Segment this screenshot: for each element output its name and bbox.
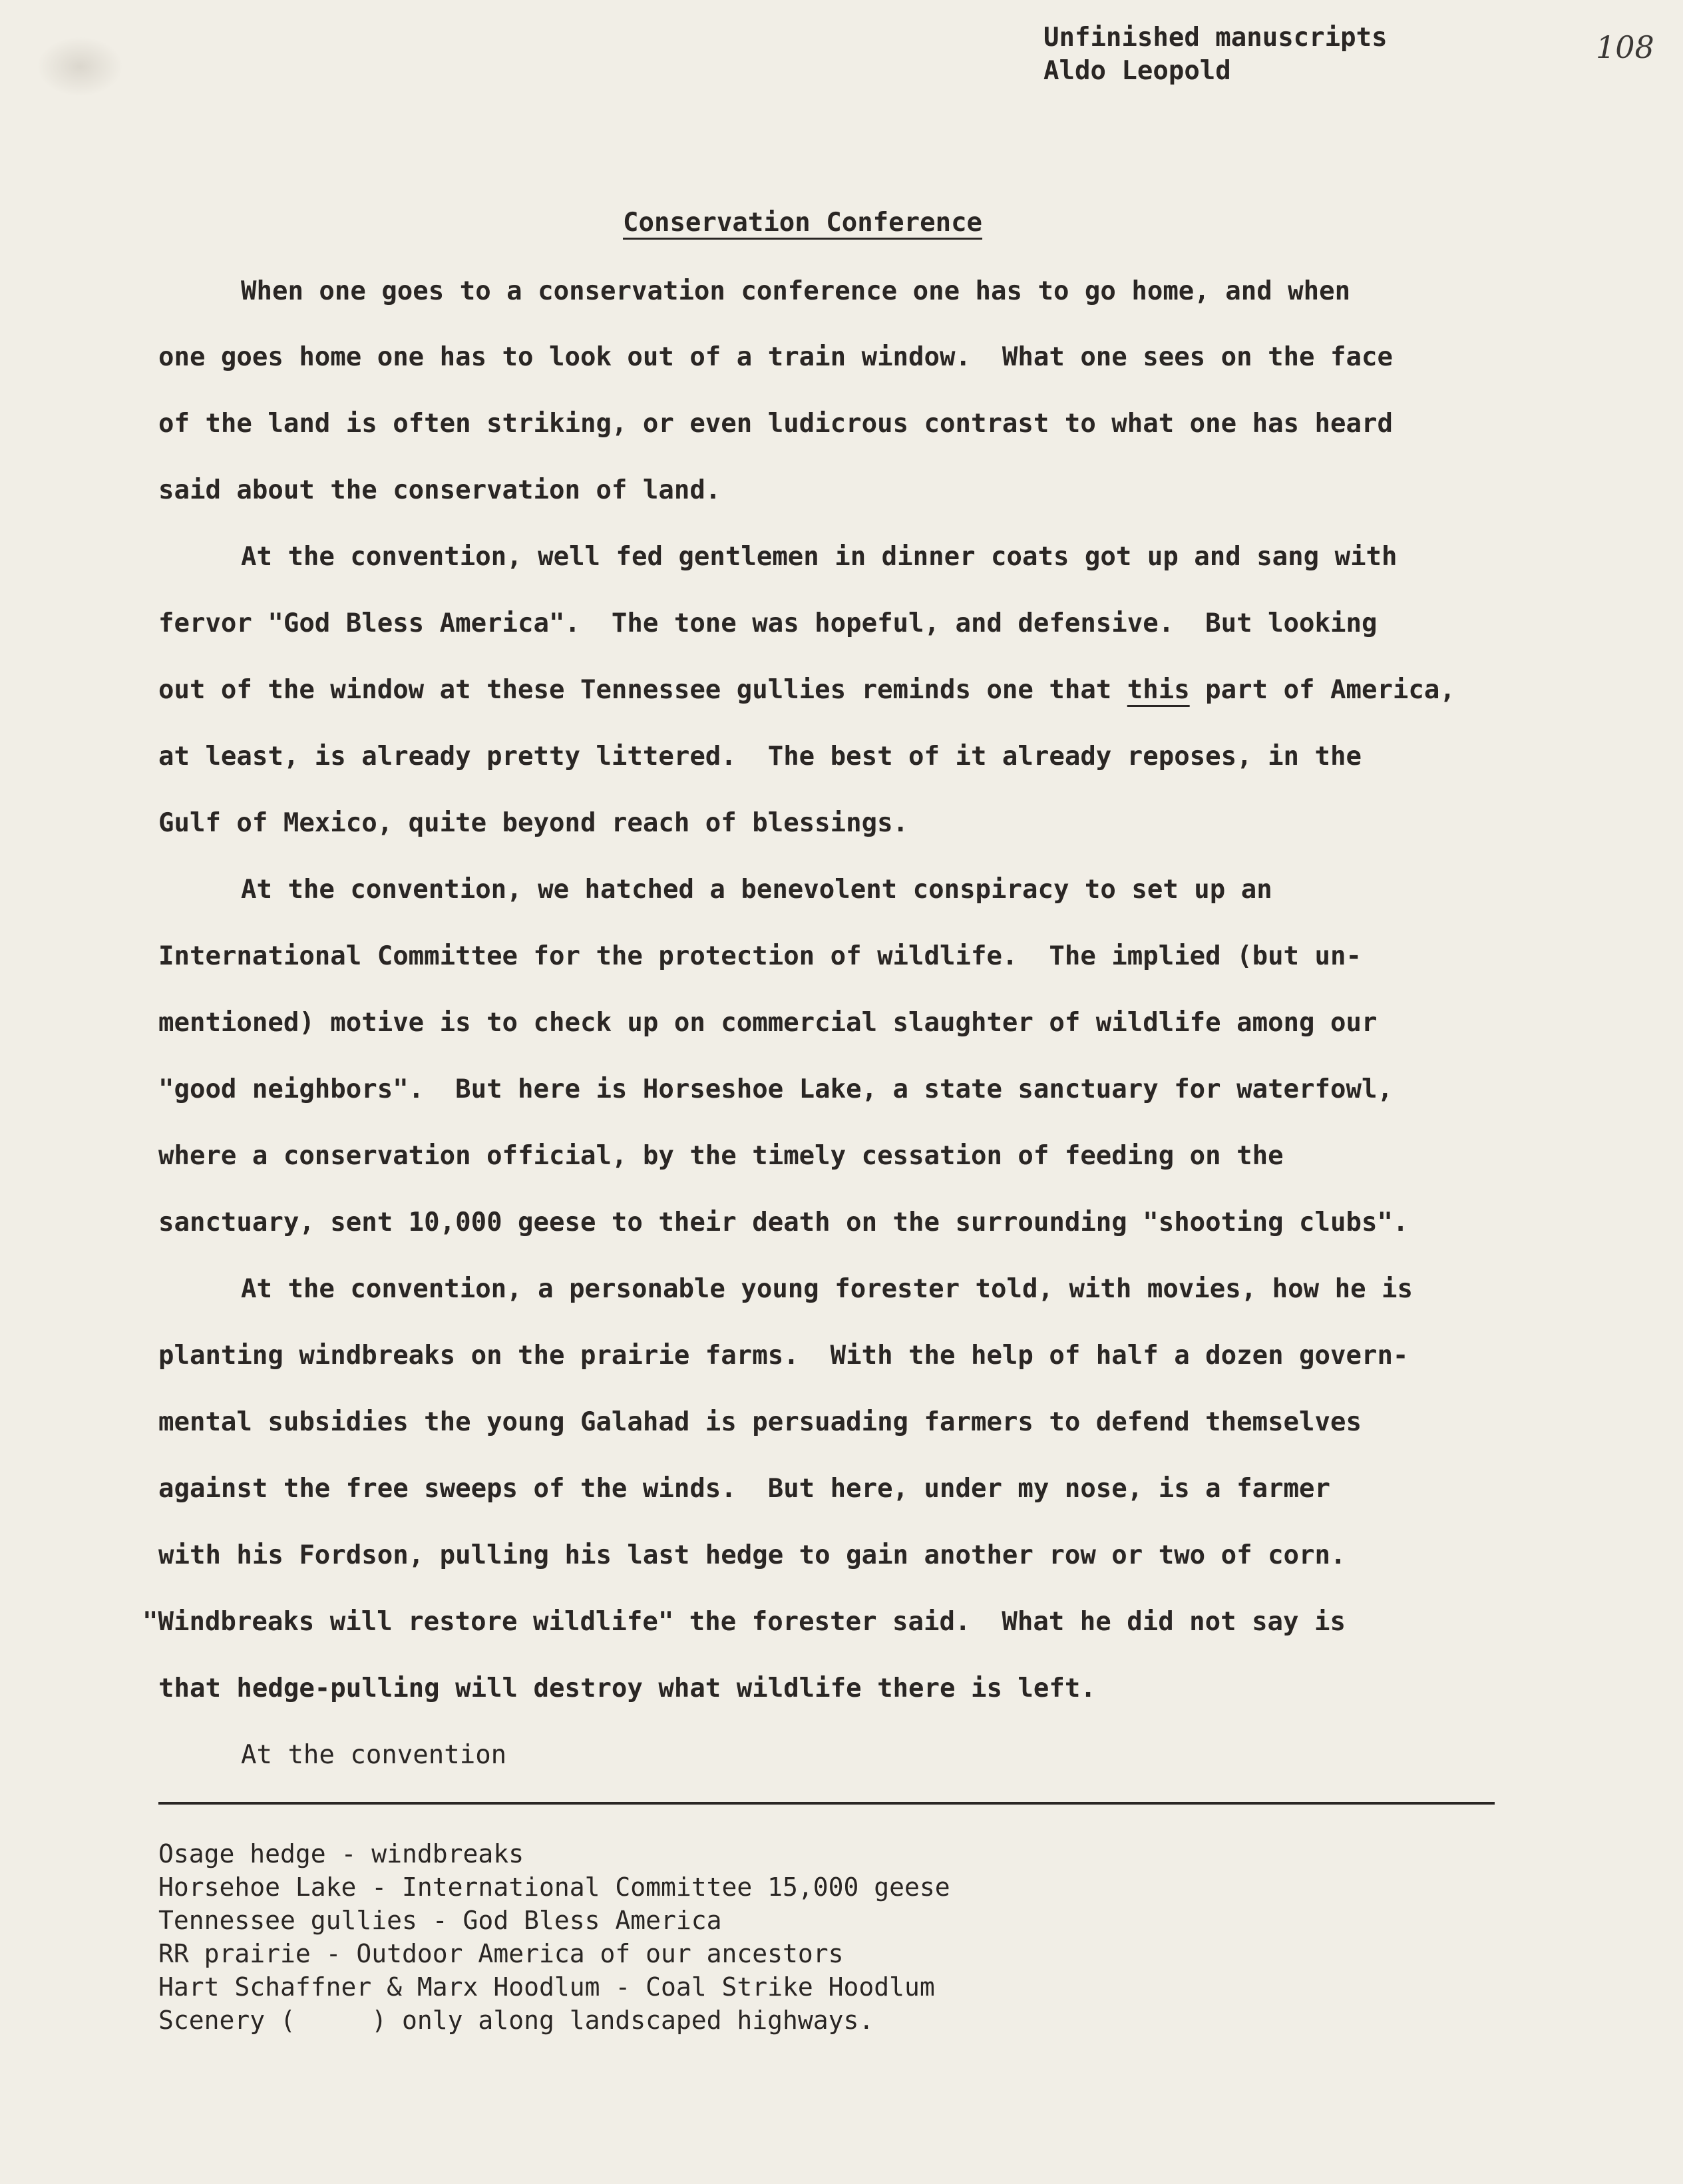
body-line [158,675,1455,705]
handwritten-page-number: 108 [1596,29,1654,65]
body-line: where a conservation official, by the timely cessation of feeding on the [158,1141,1284,1171]
header-author: Aldo Leopold [1043,56,1231,86]
body-line: When one goes to a conservation conference one has to go home, and when [241,276,1351,306]
body-line: against the free sweeps of the winds. But here, under my nose, is a farmer [158,1474,1330,1504]
outline-note: Scenery ( ) only along landscaped highways. [158,2006,874,2035]
body-line: At the convention, well fed gentlemen in dinner coats got up and sang with [241,542,1398,572]
body-line: that hedge-pulling will destroy what wildlife there is left. [158,1673,1096,1703]
body-line: said about the conservation of land. [158,475,721,505]
body-line: of the land is often striking, or even ludicrous contrast to what one has heard [158,409,1393,439]
underlined-word: this [1127,675,1190,705]
paper-smudge [37,37,123,97]
section-divider [158,1802,1495,1805]
outline-note: Tennessee gullies - God Bless America [158,1906,722,1935]
body-line: "Windbreaks will restore wildlife" the forester said. What he did not say is [142,1607,1346,1637]
body-line: planting windbreaks on the prairie farms. With the help of half a dozen govern- [158,1341,1409,1371]
body-line: with his Fordson, pulling his last hedge to gain another row or two of corn. [158,1540,1346,1570]
body-line: sanctuary, sent 10,000 geese to their death on the surrounding "shooting clubs". [158,1207,1409,1237]
body-line: fervor "God Bless America". The tone was hopeful, and defensive. But looking [158,608,1378,638]
body-text-segment: out of the window at these Tennessee gullies reminds one that [158,675,1127,705]
body-text-segment: part of America, [1189,675,1455,705]
document-title: Conservation Conference [623,208,983,238]
outline-note: Horsehoe Lake - International Committee 15,000 geese [158,1872,950,1902]
body-line: at least, is already pretty littered. The best of it already reposes, in the [158,742,1362,771]
body-line: "good neighbors". But here is Horseshoe Lake, a state sanctuary for waterfowl, [158,1074,1393,1104]
header-collection: Unfinished manuscripts [1043,23,1388,53]
body-line: mentioned) motive is to check up on commercial slaughter of wildlife among our [158,1008,1378,1038]
outline-note: Osage hedge - windbreaks [158,1839,524,1868]
body-line-unfinished: At the convention [241,1740,507,1770]
body-line: mental subsidies the young Galahad is persuading farmers to defend themselves [158,1407,1362,1437]
body-line: International Committee for the protection of wildlife. The implied (but un- [158,941,1362,971]
body-line: one goes home one has to look out of a train window. What one sees on the face [158,342,1393,372]
body-line: At the convention, we hatched a benevolent conspiracy to set up an [241,875,1272,905]
body-line: At the convention, a personable young forester told, with movies, how he is [241,1274,1413,1304]
body-line: Gulf of Mexico, quite beyond reach of blessings. [158,808,909,838]
outline-note: Hart Schaffner & Marx Hoodlum - Coal Strike Hoodlum [158,1972,935,2002]
outline-note: RR prairie - Outdoor America of our ancestors [158,1939,844,1968]
